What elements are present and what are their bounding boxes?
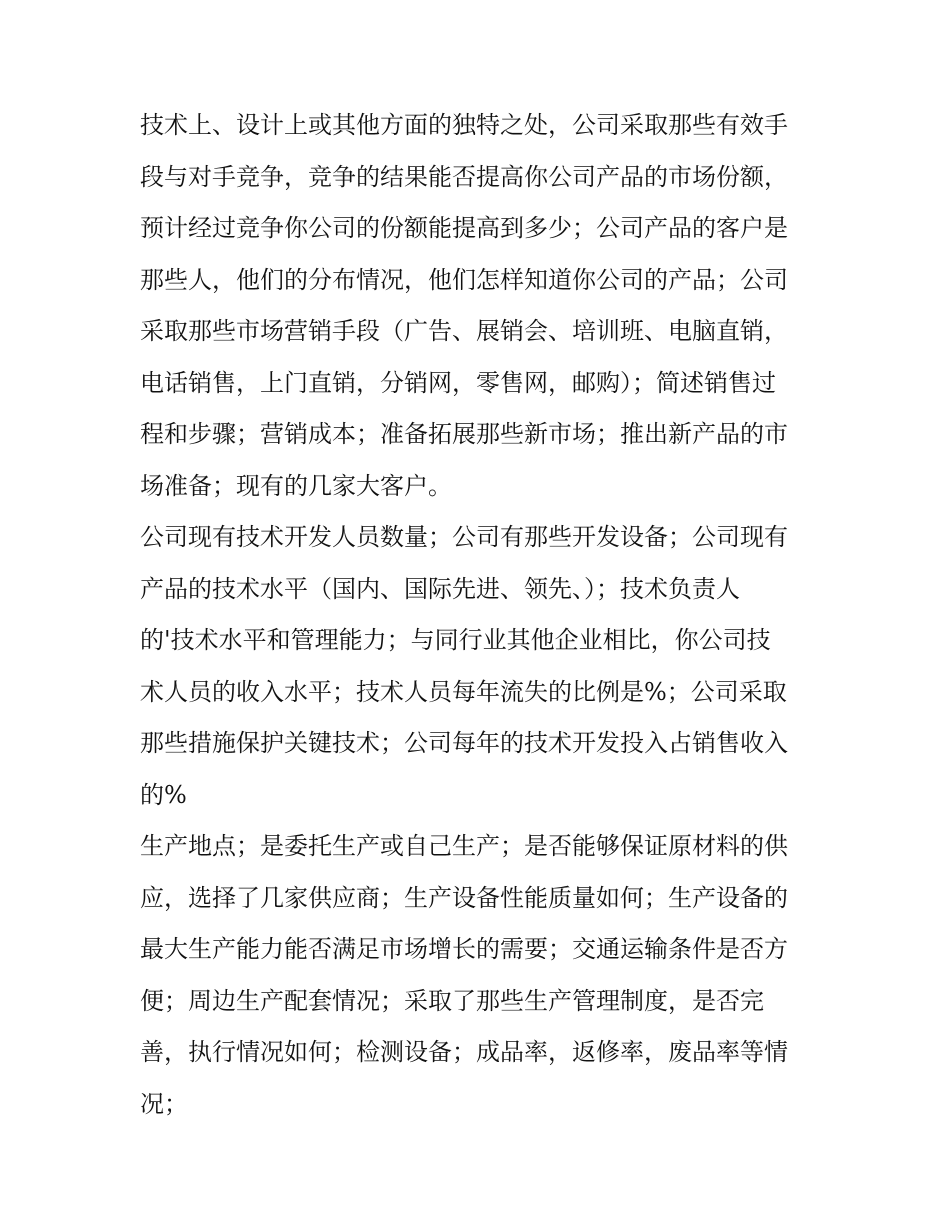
text-line: 场准备；现有的几家大客户。 [140, 471, 452, 500]
text-line: 技术上、设计上或其他方面的独特之处，公司采取那些有效手 [140, 111, 788, 139]
text-line: 程和步骤；营销成本；准备拓展那些新市场；推出新产品的市 [140, 420, 788, 448]
text-line: 最大生产能力能否满足市场增长的需要；交通运输条件是否方 [140, 935, 788, 963]
text-line: 况； [140, 1089, 188, 1118]
document-body [140, 100, 820, 1130]
text-line: 应，选择了几家供应商；生产设备性能质量如何；生产设备的 [140, 883, 788, 912]
text-line: 便；周边生产配套情况；采取了那些生产管理制度，是否完 [140, 986, 764, 1015]
text-line: 生产地点；是委托生产或自己生产；是否能够保证原材料的供 [140, 832, 788, 860]
text-line: 预计经过竞争你公司的份额能提高到多少；公司产品的客户是 [140, 214, 788, 242]
text-line: 那些措施保护关键技术；公司每年的技术开发投入占销售收入 [140, 729, 788, 757]
text-line: 段与对手竞争，竞争的结果能否提高你公司产品的市场份额， [140, 162, 788, 191]
paragraph-production [140, 821, 820, 1130]
text-line: 公司现有技术开发人员数量；公司有那些开发设备；公司现有 [140, 523, 788, 551]
text-line: 那些人，他们的分布情况，他们怎样知道你公司的产品；公司 [140, 265, 788, 294]
text-line: 的% [140, 780, 187, 809]
paragraph-technology [140, 512, 820, 821]
text-line: 产品的技术水平（国内、国际先进、领先、）；技术负责人 [140, 574, 740, 603]
paragraph-marketing [140, 100, 820, 512]
text-line: 电话销售，上门直销，分销网，零售网，邮购）；简述销售过 [140, 368, 776, 397]
text-line: 术人员的收入水平；技术人员每年流失的比例是%；公司采取 [140, 677, 787, 706]
text-line: 善，执行情况如何；检测设备；成品率，返修率，废品率等情 [140, 1038, 788, 1066]
text-line: 采取那些市场营销手段（广告、展销会、培训班、电脑直销， [140, 317, 788, 345]
text-line: 的'技术水平和管理能力；与同行业其他企业相比，你公司技 [140, 626, 771, 654]
